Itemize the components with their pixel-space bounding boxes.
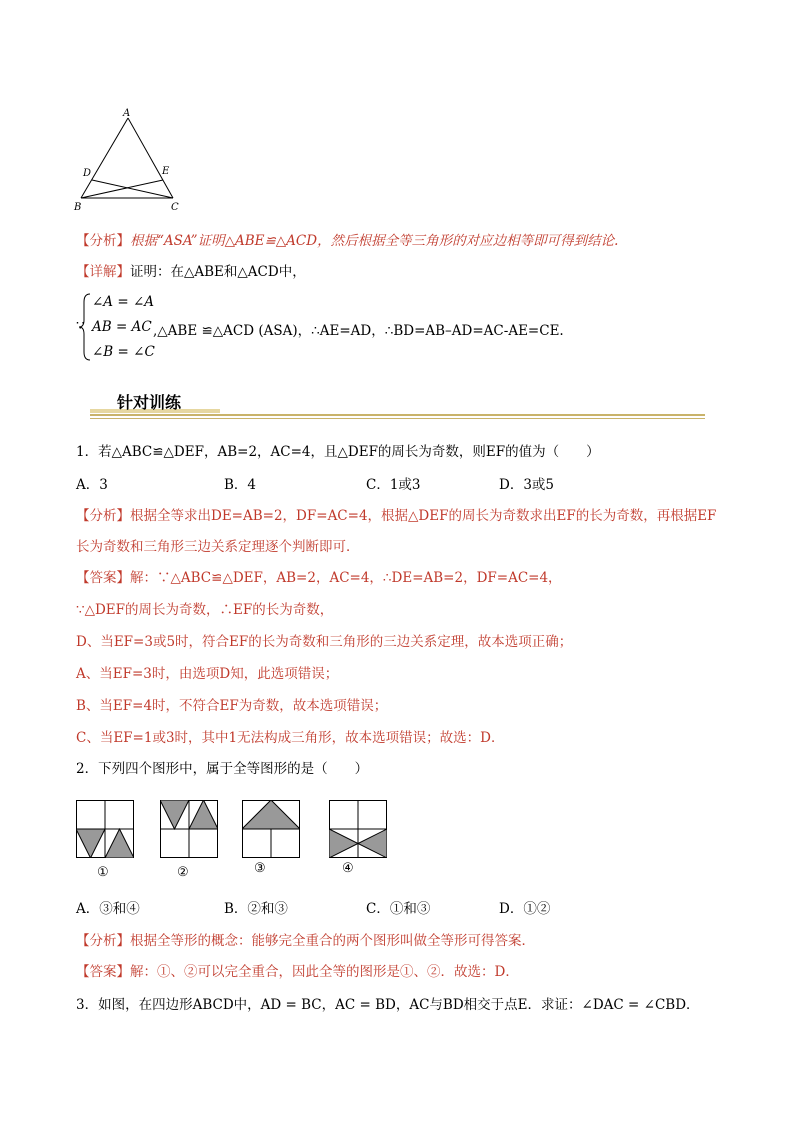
q3-stem: 3．如图，在四边形ABCD中，AD = BC，AC = BD，AC与BD相交于点E．求证：∠DAC = ∠CBD． (76, 997, 700, 1013)
q2-figure-2 (160, 800, 218, 858)
q1-answer-line-3: D、当EF=3或5时，符合EF的长为奇数和三角形的三边关系定理，故本选项正确； (76, 634, 573, 650)
vertex-label-e: E (162, 166, 170, 177)
q1-analysis (76, 507, 716, 525)
q2-option-b: B．②和③ (224, 901, 288, 917)
q1-answer-line-2: ∵△DEF的周长为奇数，∴EF的长为奇数， (76, 602, 334, 618)
vertex-label-d: D (83, 168, 92, 179)
detail-tag: 【详解】 (76, 264, 130, 280)
left-brace (78, 292, 92, 362)
vertex-label-c: C (171, 202, 179, 213)
example-analysis (76, 232, 618, 250)
q1-answer-line-6: C、当EF=1或3时，其中1无法构成三角形，故本选项错误；故选：D． (76, 730, 505, 746)
q2-stem: 2．下列四个图形中，属于全等图形的是（ ） (76, 761, 369, 777)
vertex-label-a: A (123, 108, 131, 119)
q1-stem: 1．若△ABC≌△DEF，AB=2，AC=4，且△DEF的周长为奇数，则EF的值为（ ） (76, 444, 600, 460)
q1-analysis-text-2: 长为奇数和三角形三边关系定理逐个判断即可． (76, 539, 360, 555)
q2-analysis (76, 932, 535, 950)
q1-answer-line-5: B、当EF=4时，不符合EF为奇数，故本选项错误； (76, 698, 388, 714)
q2-caption-4: ④ (342, 861, 354, 876)
q1-option-b: B．4 (224, 477, 257, 493)
analysis-tag: 【分析】 (76, 233, 130, 249)
q2-option-d: D．①② (499, 901, 551, 917)
q1-answer (76, 569, 562, 587)
triangle-figure (70, 104, 190, 214)
section-title: 针对训练 (117, 393, 182, 412)
q1-option-c: C．1或3 (366, 477, 421, 493)
q2-figure-3 (242, 800, 300, 858)
q2-caption-2: ② (177, 865, 189, 880)
q2-option-a: A．③和④ (76, 901, 140, 917)
q1-answer-tag: 【答案】 (76, 570, 130, 586)
q1-answer-line-4: A、当EF=3时，由选项D知，此选项错误； (76, 666, 339, 682)
q2-answer (76, 963, 519, 981)
analysis-text: 根据“ASA”证明△ABE≌△ACD，然后根据全等三角形的对应边相等即可得到结论. (130, 233, 619, 249)
q2-figure-1 (76, 800, 134, 858)
system-line-3: ∠B = ∠C (92, 344, 155, 360)
q2-answer-tag: 【答案】 (76, 964, 130, 980)
q1-analysis-tag: 【分析】 (76, 508, 130, 524)
section-rule-thin (90, 418, 705, 419)
q1-option-d: D．3或5 (499, 477, 555, 493)
q2-caption-1: ① (97, 865, 109, 880)
detail-text: 证明：在△ABE和△ACD中， (130, 264, 306, 280)
system-line-2: AB = AC (92, 319, 152, 335)
section-rule (90, 414, 705, 416)
because-symbol: ∵ (76, 318, 85, 334)
system-line-1: ∠A = ∠A (92, 294, 155, 310)
vertex-label-b: B (74, 202, 82, 213)
q1-option-a: A．3 (76, 477, 108, 493)
q2-analysis-text: 根据全等形的概念：能够完全重合的两个图形叫做全等形可得答案． (130, 933, 535, 949)
q1-analysis-text-1: 根据全等求出DE=AB=2，DF=AC=4，根据△DEF的周长为奇数求出EF的长为奇数，再根据EF (130, 508, 717, 524)
q2-caption-3: ③ (254, 861, 266, 876)
q2-answer-text: 解：①、②可以完全重合，因此全等的图形是①、②．故选：D． (130, 964, 519, 980)
example-detail (76, 263, 306, 281)
q2-option-c: C．①和③ (366, 901, 431, 917)
q2-analysis-tag: 【分析】 (76, 933, 130, 949)
q2-figure-4 (329, 800, 387, 858)
example-conclusion: ,△ABE ≌△ACD (ASA)，∴AE=AD，∴BD=AB–AD=AC-AE=CE. (153, 323, 564, 339)
q1-answer-line-1: 解：∵△ABC≌△DEF，AB=2，AC=4，∴DE=AB=2，DF=AC=4， (130, 570, 562, 586)
